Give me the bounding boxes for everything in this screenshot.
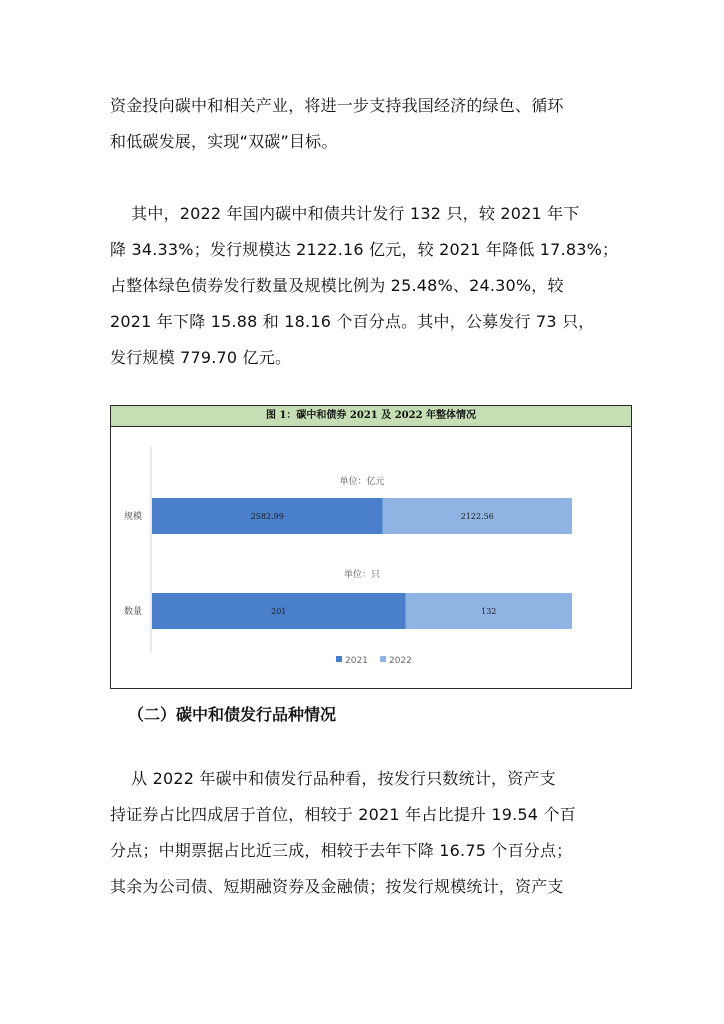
chart-svg [111,427,631,688]
intro-paragraph [110,88,620,160]
section-heading: （二）碳中和债发行品种情况 [128,705,337,724]
chart-title: 图 1：碳中和债券 2021 及 2022 年整体情况 [111,406,631,427]
category-label: 数量 [123,607,143,617]
chart-plot-area [111,427,631,688]
data-label: 132 [481,607,497,616]
text-line: 分点；中期票据占比近三成，相较于去年下降 16.75 个百分点； [110,841,573,860]
text-line: 其中，2022 年国内碳中和债共计发行 132 只，较 2021 年下 [110,204,580,223]
stats-paragraph [110,196,620,376]
text-line: 其余为公司债、短期融资券及金融债；按发行规模统计，资产支 [110,877,564,896]
chart-figure [110,405,632,689]
unit-label: 单位：亿元 [339,477,385,487]
legend-label: 2021 [345,656,368,666]
text-line: 和低碳发展，实现“双碳”目标。 [110,132,338,151]
category-label: 规模 [123,512,143,522]
variety-paragraph [110,761,620,905]
legend-label: 2022 [389,656,412,666]
text-line: 从 2022 年碳中和债发行品种看，按发行只数统计，资产支 [110,769,556,788]
text-line: 持证券占比四成居于首位，相较于 2021 年占比提升 19.54 个百 [110,805,576,824]
data-label: 2582.99 [250,512,284,521]
text-line: 占整体绿色债券发行数量及规模比例为 25.48%、24.30%，较 [110,276,564,295]
text-line: 降 34.33%；发行规模达 2122.16 亿元，较 2021 年降低 17.83%； [110,240,619,259]
legend-swatch [380,656,386,662]
data-label: 2122.56 [460,512,494,521]
text-line: 发行规模 779.70 亿元。 [110,348,292,367]
legend-swatch [336,656,342,662]
text-line: 2021 年下降 15.88 和 18.16 个百分点。其中，公募发行 73 只， [110,312,595,331]
text-line: 资金投向碳中和相关产业，将进一步支持我国经济的绿色、循环 [110,96,564,115]
data-label: 201 [271,607,287,616]
unit-label: 单位：只 [343,570,381,580]
